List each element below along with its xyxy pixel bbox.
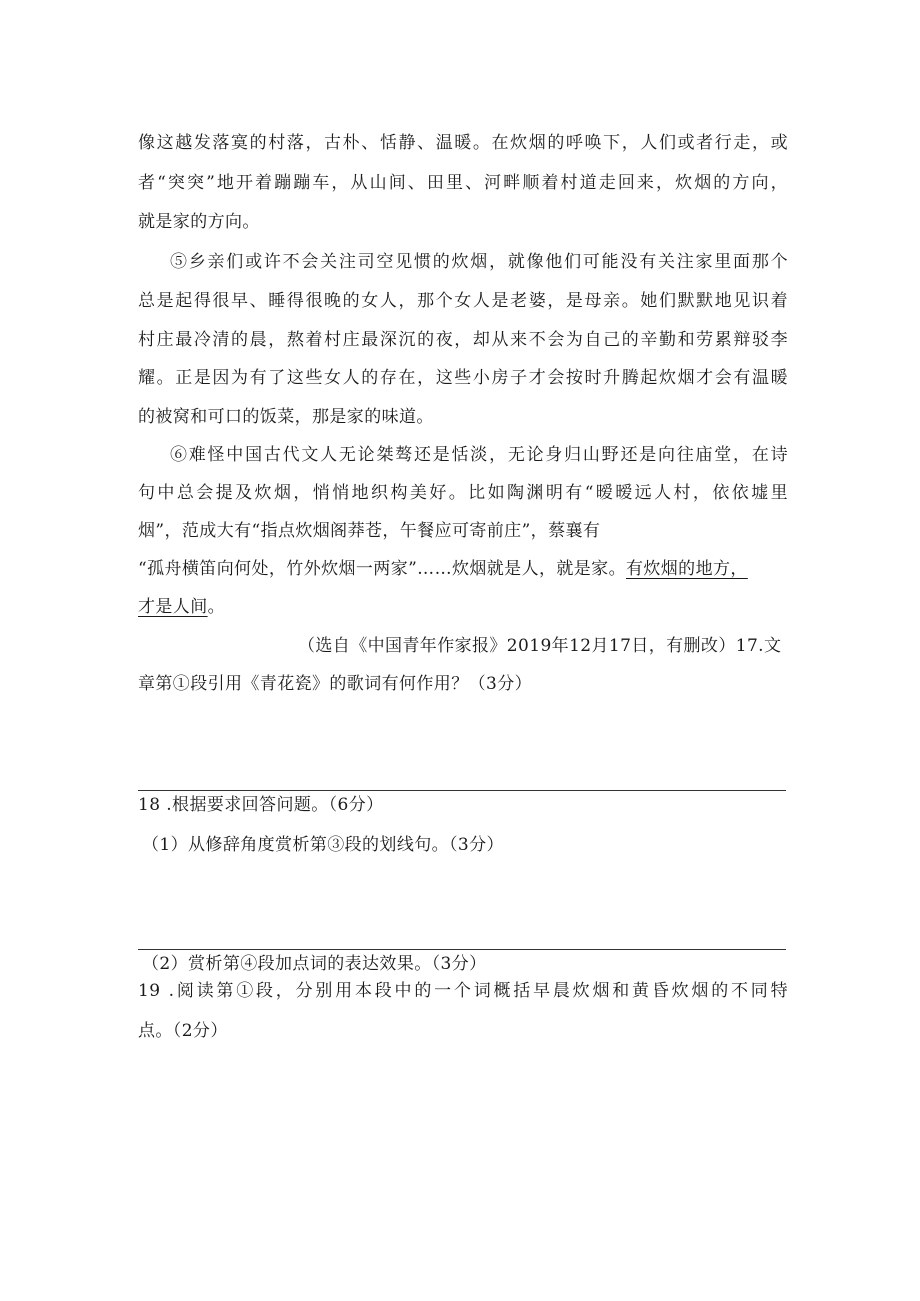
answer-line — [138, 949, 786, 950]
question-17: 章第①段引用《青花瓷》的歌词有何作用？（3分） — [138, 674, 533, 694]
passage-line: 就是家的方向。 — [138, 212, 260, 232]
passage-line: 耀。正是因为有了这些女人的存在，这些小房子才会按时升腾起炊烟才会有温暖 — [138, 368, 788, 388]
passage-text: “孤舟横笛向何处，竹外炊烟一两家”……炊烟就是人，就是家。 — [138, 559, 626, 579]
passage-line: 总是起得很早、睡得很晚的女人，那个女人是老婆，是母亲。她们默默地见识着 — [138, 291, 788, 311]
passage-line: ⑥难怪中国古代文人无论桀骜还是恬淡，无论身归山野还是向往庙堂，在诗 — [170, 445, 788, 465]
passage-line: 者“突突”地开着蹦蹦车，从山间、田里、河畔顺着村道走回来，炊烟的方向， — [138, 173, 788, 193]
passage-line — [138, 595, 788, 619]
passage-line: 烟”，范成大有“指点炊烟阁莽苍，午餐应可寄前庄”，蔡襄有 — [138, 521, 601, 541]
passage-line: 的被窝和可口的饭菜，那是家的味道。 — [138, 407, 434, 427]
underlined-sentence: 有炊烟的地方， — [625, 559, 748, 579]
question-18-1: （1）从修辞角度赏析第③段的划线句。（3分） — [142, 835, 504, 855]
question-18-2: （2）赏析第④段加点词的表达效果。（3分） — [142, 954, 487, 974]
passage-line: 像这越发落寞的村落，古朴、恬静、温暖。在炊烟的呼唤下，人们或者行走，或 — [138, 133, 788, 153]
question-18-title: 18 .根据要求回答问题。（6分） — [138, 795, 384, 815]
passage-line: ⑤乡亲们或许不会关注司空见惯的炊烟，就像他们可能没有关注家里面那个 — [170, 252, 788, 272]
question-19-cont: 点。（2分） — [138, 1021, 228, 1041]
passage-line: 村庄最冷清的晨，熬着村庄最深沉的夜，却从来不会为自己的辛勤和劳累辩驳李 — [138, 330, 788, 350]
question-19: 19 .阅读第①段，分别用本段中的一个词概括早晨炊烟和黄昏炊烟的不同特 — [138, 981, 788, 1001]
underlined-sentence: 才是人间 — [138, 597, 208, 617]
source-line: （选自《中国青年作家报》2019年12月17日，有删改）17.文 — [298, 636, 782, 656]
passage-line: 句中总会提及炊烟，悄悄地织构美好。比如陶渊明有“暧暧远人村，依依墟里 — [138, 483, 788, 503]
answer-line — [138, 790, 786, 791]
passage-text: 。 — [207, 597, 226, 617]
passage-line — [138, 557, 788, 581]
